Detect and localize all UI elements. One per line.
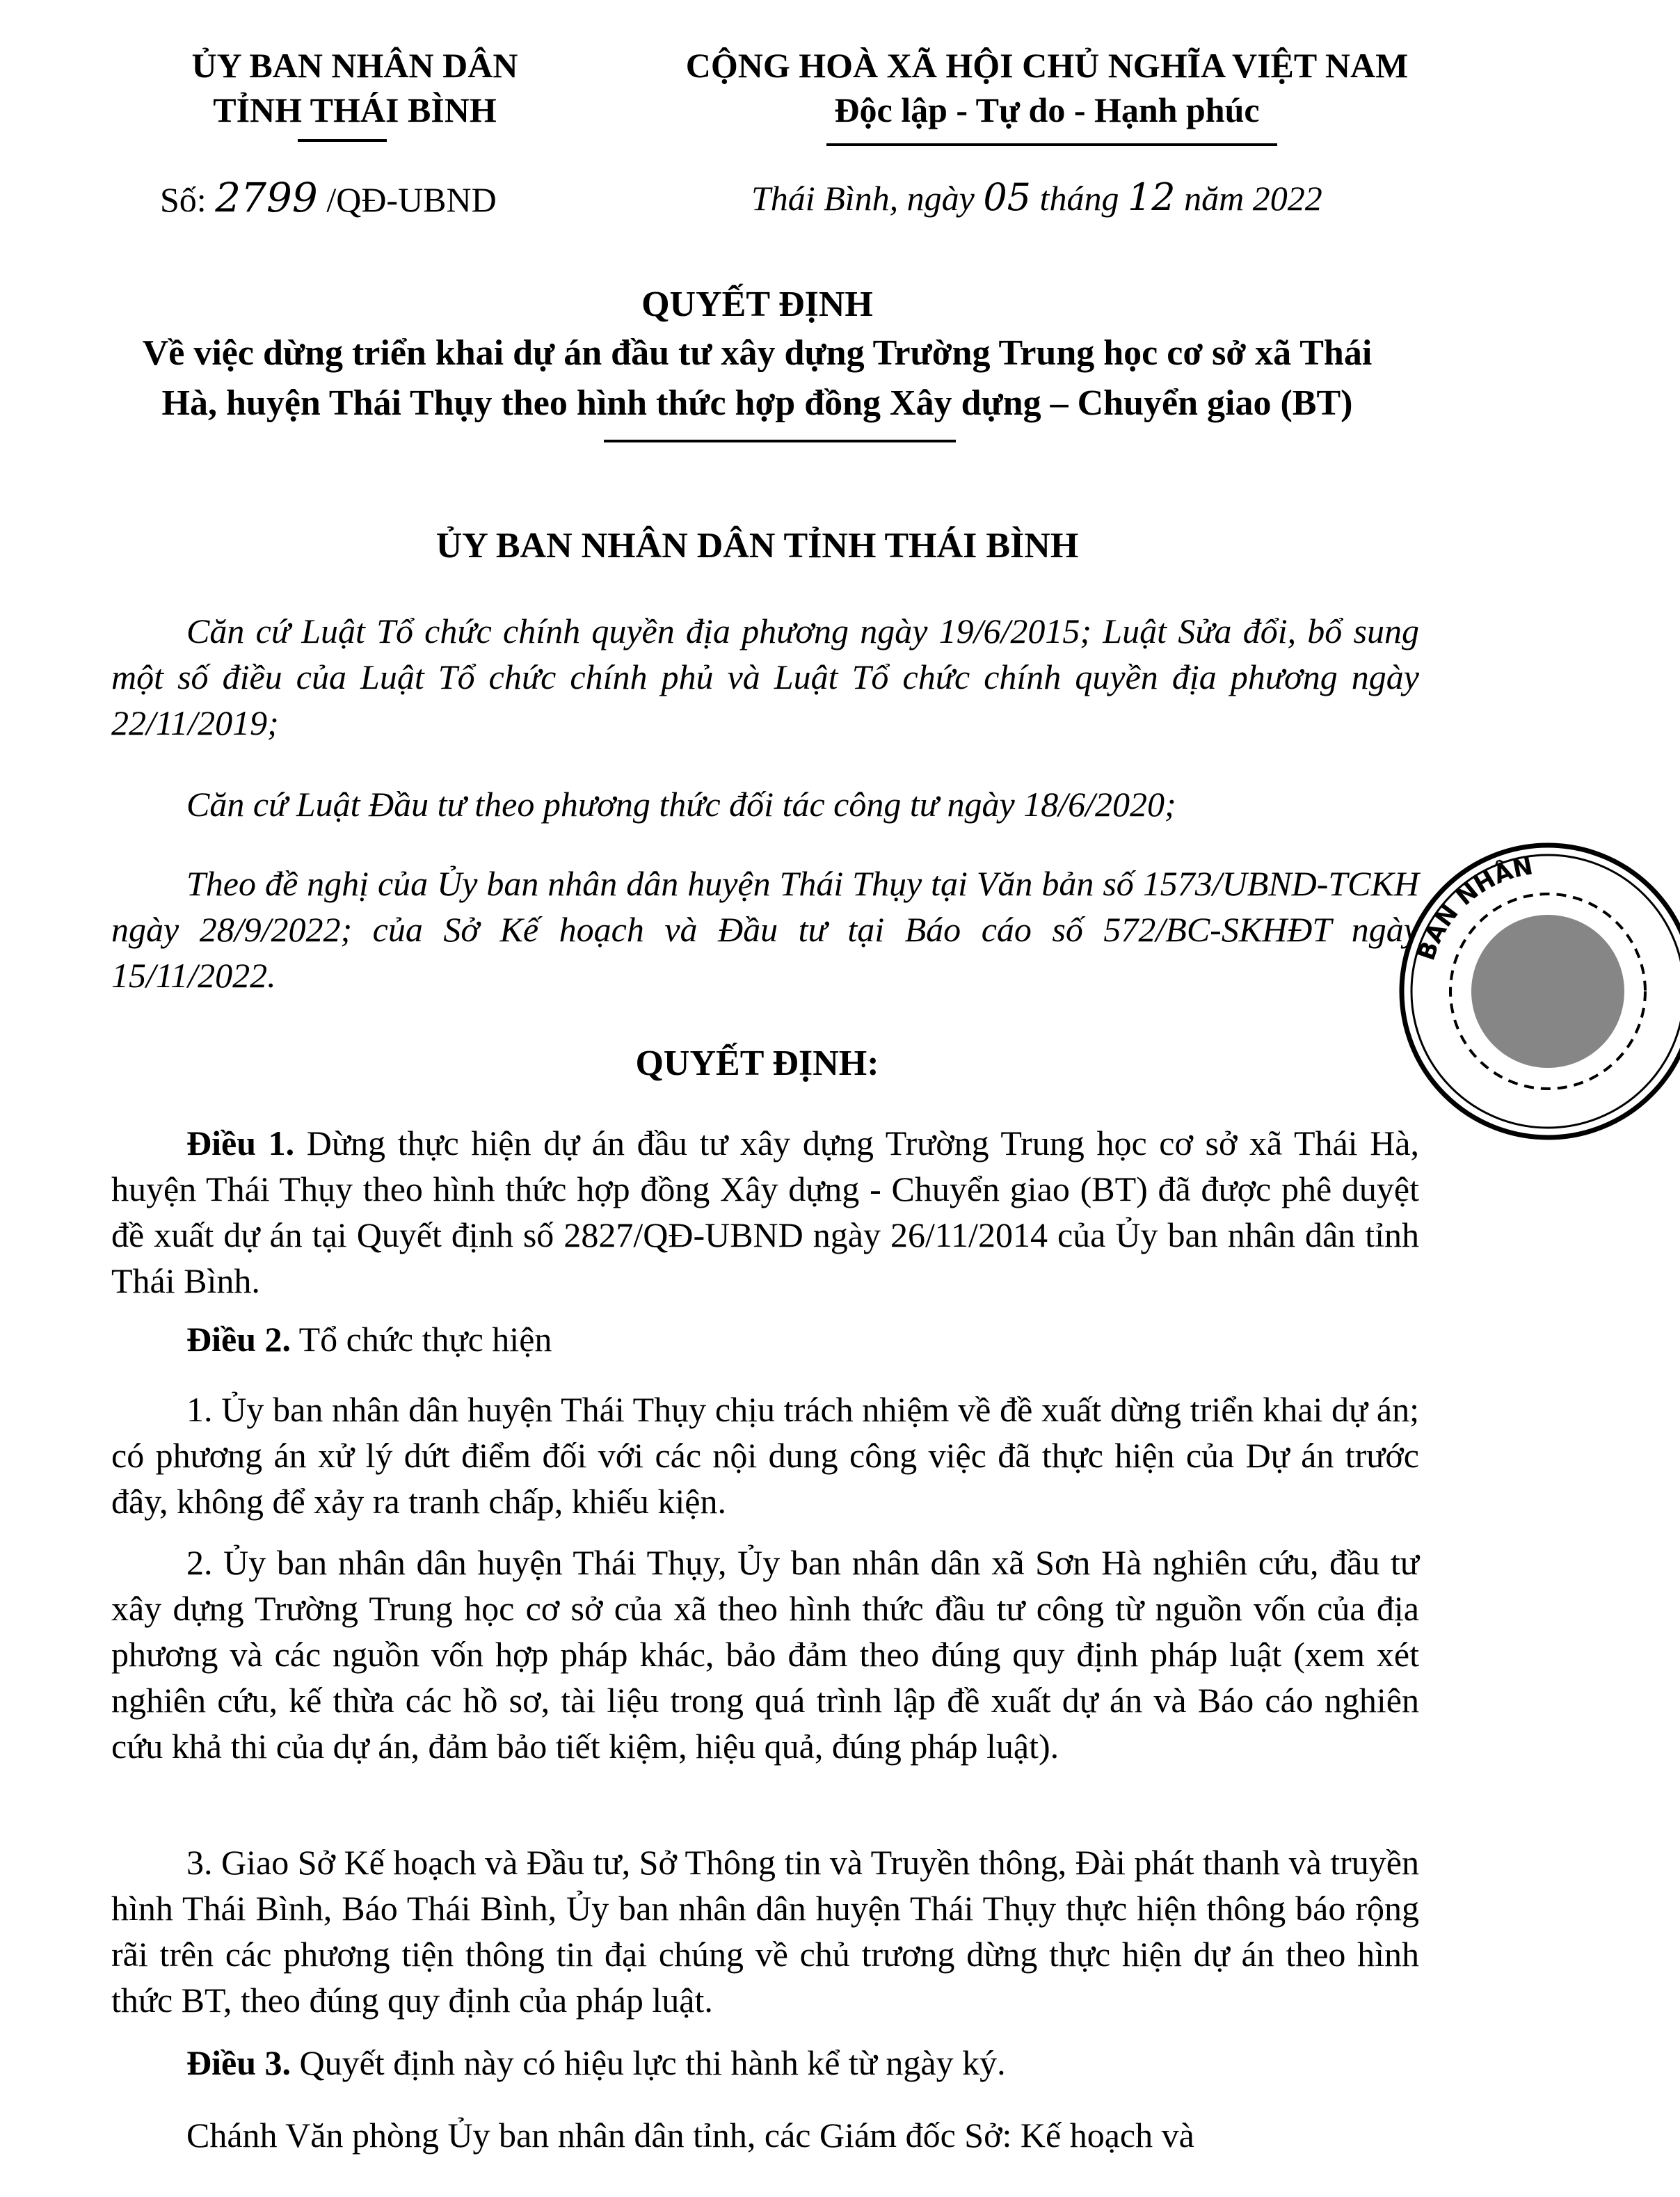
handwritten-day: 05 xyxy=(983,175,1032,219)
handwritten-month: 12 xyxy=(1127,175,1176,219)
article-3-label: Điều 3. xyxy=(186,2043,291,2082)
article-1-label: Điều 1. xyxy=(186,1124,295,1163)
article-3 xyxy=(186,2040,1439,2086)
issuing-authority-line1: ỦY BAN NHÂN DÂN xyxy=(191,46,518,85)
issuing-authority xyxy=(139,43,570,132)
motto-underline xyxy=(826,143,1277,146)
closing-paragraph: Chánh Văn phòng Ủy ban nhân dân tỉnh, các Giám đốc Sở: Kế hoạch và xyxy=(186,2116,1194,2155)
article-2-text: Tổ chức thực hiện xyxy=(291,1320,552,1359)
preamble-basis-2: Căn cứ Luật Đầu tư theo phương thức đối tác công tư ngày 18/6/2020; xyxy=(186,785,1176,824)
article-2-label: Điều 2. xyxy=(186,1320,291,1359)
decision-heading: QUYẾT ĐỊNH: xyxy=(635,1044,879,1083)
subject-line-2: Hà, huyện Thái Thụy theo hình thức hợp đồng Xây dựng – Chuyển giao (BT) xyxy=(161,383,1353,423)
authority-heading: ỦY BAN NHÂN DÂN TỈNH THÁI BÌNH xyxy=(435,526,1079,566)
article-2-item-1: 1. Ủy ban nhân dân huyện Thái Thụy chịu trách nhiệm về đề xuất dừng triển khai dự án; có phương án xử lý dứt điểm đối với các nội dung công việc đã thực hiện của Dự án trước đây, không để xảy ra tranh chấp, khiếu kiện. xyxy=(111,1390,1419,1521)
authority-underline xyxy=(298,139,387,142)
national-motto xyxy=(612,43,1482,132)
article-3-text: Quyết định này có hiệu lực thi hành kể từ ngày ký. xyxy=(291,2043,1006,2082)
motto: Độc lập - Tự do - Hạnh phúc xyxy=(834,90,1260,129)
article-2-item-3: 3. Giao Sở Kế hoạch và Đầu tư, Sở Thông tin và Truyền thông, Đài phát thanh và truyền hình Thái Bình, Báo Thái Bình, Ủy ban nhân dân huyện Thái Thụy thực hiện thông báo rộng rãi trên các phương tiện thông tin đại chúng về chủ trương dừng thực hiện dự án theo hình thức BT, theo đúng quy định của pháp luật. xyxy=(111,1843,1419,2020)
article-2 xyxy=(111,1316,1419,1362)
official-seal-icon xyxy=(1388,831,1680,1151)
preamble-proposal: Theo đề nghị của Ủy ban nhân dân huyện Thái Thụy tại Văn bản số 1573/UBND-TCKH ngày 28/9/2022; của Sở Kế hoạch và Đầu tư tại Báo cáo số 572/BC-SKHĐT ngày 15/11/2022. xyxy=(111,864,1419,995)
handwritten-number: 2799 xyxy=(215,174,318,221)
preamble-basis-1: Căn cứ Luật Tổ chức chính quyền địa phương ngày 19/6/2015; Luật Sửa đổi, bổ sung một số điều của Luật Tổ chức chính phủ và Luật Tổ chức chính quyền địa phương ngày 22/11/2019; xyxy=(111,612,1419,742)
article-1-text: Dừng thực hiện dự án đầu tư xây dựng Trường Trung học cơ sở xã Thái Hà, huyện Thái Thụy theo hình thức hợp đồng Xây dựng - Chuyển giao (BT) đã được phê duyệt đề xuất dự án tại Quyết định số 2827/QĐ-UBND ngày 26/11/2014 của Ủy ban nhân dân tỉnh Thái Bình. xyxy=(111,1124,1419,1300)
document-number: Số: 2799 /QĐ-UBND xyxy=(160,174,497,221)
article-2-item-2: 2. Ủy ban nhân dân huyện Thái Thụy, Ủy ban nhân dân xã Sơn Hà nghiên cứu, đầu tư xây dựng Trường Trung học cơ sở của xã theo hình thức đầu tư công từ nguồn vốn của địa phương và các nguồn vốn hợp pháp khác, bảo đảm theo đúng quy định pháp luật (xem xét nghiên cứu, kế thừa các hồ sơ, tài liệu trong quá trình lập đề xuất dự án và Báo cáo nghiên cứu khả thi của dự án, đảm bảo tiết kiệm, hiệu quả, đúng pháp luật). xyxy=(111,1543,1419,1766)
seal-text: BAN NHÂN xyxy=(1412,852,1535,964)
article-1 xyxy=(111,1120,1419,1304)
document-type: QUYẾT ĐỊNH xyxy=(641,285,873,324)
document-date: Thái Bình, ngày 05 tháng 12 năm 2022 xyxy=(751,175,1322,219)
title-underline xyxy=(604,440,956,442)
country-name: CỘNG HOÀ XÃ HỘI CHỦ NGHĨA VIỆT NAM xyxy=(685,46,1409,85)
subject-line-1: Về việc dừng triển khai dự án đầu tư xây dựng Trường Trung học cơ sở xã Thái xyxy=(142,333,1373,373)
issuing-authority-line2: TỈNH THÁI BÌNH xyxy=(213,90,497,129)
